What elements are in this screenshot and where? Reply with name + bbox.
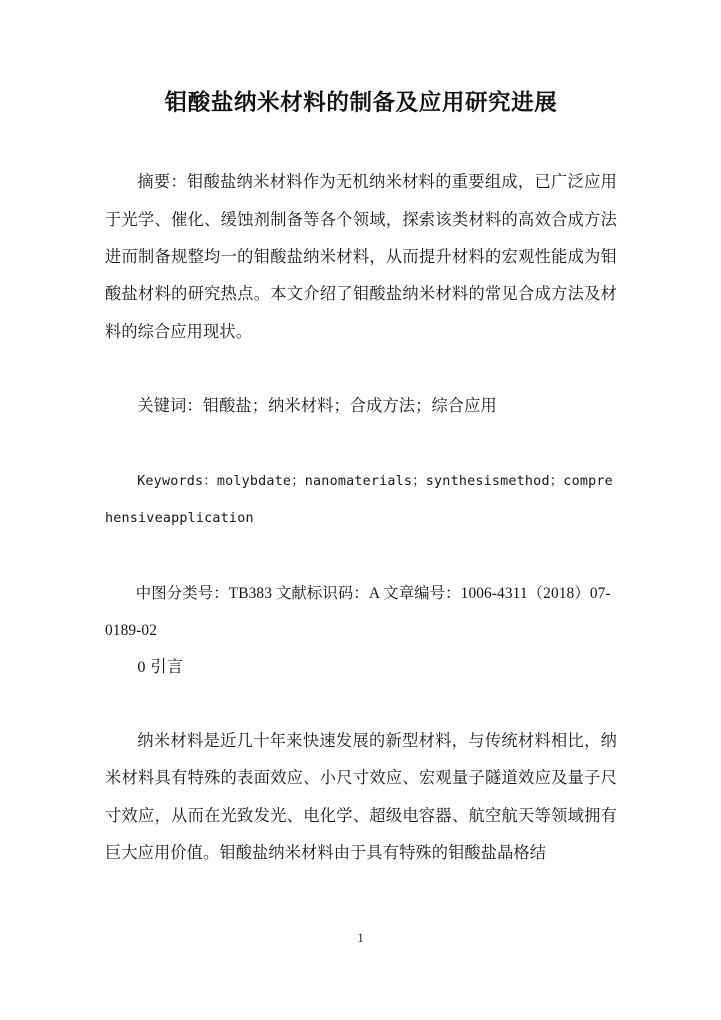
keywords-cn-line: 关键词：钼酸盐；纳米材料；合成方法；综合应用 xyxy=(137,397,497,416)
body-paragraph-introduction: 纳米材料是近几十年来快速发展的新型材料，与传统材料相比，纳米材料具有特殊的表面效应、小尺寸效应、宏观量子隧道效应及量子尺寸效应，从而在光致发光、电化学、超级电容器、航空航天等领域拥有巨大应用价值。钼酸盐纳米材料由于具有特殊的钼酸盐晶格结 xyxy=(105,731,617,862)
document-content-column xyxy=(105,0,617,872)
page-title: 钼酸盐纳米材料的制备及应用研究进展 xyxy=(164,90,558,115)
page-number: 1 xyxy=(357,931,364,945)
abstract-paragraph: 摘要：钼酸盐纳米材料作为无机纳米材料的重要组成，已广泛应用于光学、催化、缓蚀剂制备等各个领域，探索该类材料的高效合成方法进而制备规整均一的钼酸盐纳米材料，从而提升材料的宏观性能成为钼酸盐材料的研究热点。本文介绍了钼酸盐纳米材料的常见合成方法及材料的综合应用现状。 xyxy=(105,173,617,341)
classification-line: 中图分类号：TB383 文献标识码：A 文章编号：1006-4311（2018）07-0189-02 xyxy=(105,584,611,639)
section-heading-introduction: 0 引言 xyxy=(137,658,184,677)
keywords-en-line: Keywords：molybdate；nanomaterials；synthesismethod；comprehensiveapplication xyxy=(105,473,613,527)
